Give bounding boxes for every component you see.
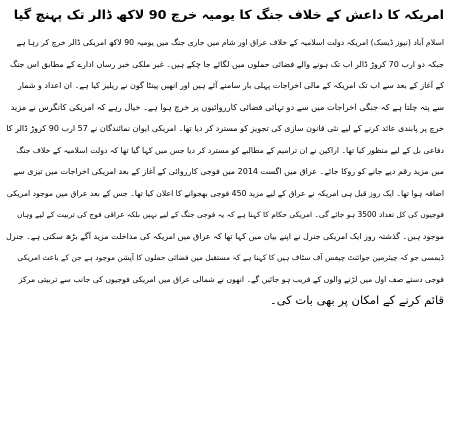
article-line: دفاعی بل کے لیے منظور کیا تھا۔ اراکین نے ان ترامیم کے مطالبے کو مسترد کر دیا جس میں کہا گیا تھا کہ دولت اسلامیہ کے خلاف جنگ [16,145,444,155]
article-line: اضافہ ہوا تھا۔ ایک روز قبل ہی امریکہ نے عراق کے لیے مزید 450 فوجی بھجوانے کا اعلان کیا تھا۔ جس کے بعد عراق میں موجود امریکی [6,188,444,198]
article-line: کے آغاز کے بعد سے اب تک امریکہ کے مالی اخراجات پہلی بار سامنے آئے ہیں اور انھیں پینٹا گون نے ریلیز کیا ہے۔ ان اعداد و شمار [17,81,444,90]
article-line: قائم کرنے کے امکان پر بھی بات کی۔ [269,293,444,307]
article-line: خرچ پر پابندی عائد کرنے کے لیے نئی قانون سازی کی تجویز کو مسترد کر دیا تھا۔ امریکی ایوان نمائندگان نے 57 ارب 90 کروڑ ڈالر کا [6,124,444,133]
article-body [6,32,444,312]
article-line: اسلام آباد (نیوز ڈیسک) امریکہ دولت اسلامیہ کے خلاف عراق اور شام میں جاری جنگ میں یومیہ 90 لاکھ امریکی ڈالر خرچ کر رہا ہے [16,38,444,47]
article-line: ڈیمسی جو کہ چیئرمین جوائنٹ چیفس آف سٹاف ہیں کا کہنا ہے کہ مستقبل میں فضائی حملوں کا آپشن موجود ہے جن کے باعث امریکی [17,253,444,262]
article-line: جبکہ دو ارب 70 کروڑ ڈالر اب تک ہونے والے فضائی حملوں میں لگائے جا چکے ہیں۔ غیر ملکی خبر رساں ادارے کے مطابق اس جنگ [9,59,444,69]
article-line: فوجیوں کی کل تعداد 3500 ہو جائے گی۔ امریکی حکام کا کہنا ہے کہ یہ فوجی جنگ کے لیے نہیں بلکہ عراقی فوج کی تربیت کے لیے وہاں [16,210,444,219]
article-line: میں مزید رقم دیے جانے کو روکا جائے۔ عراق میں اگست 2014 میں فوجی کارروائی کے آغاز کے بعد امریکی اخراجات میں تیزی سے [13,167,444,176]
article-line: سے پتہ چلتا ہے کہ جنگی اخراجات میں سے دو تہائی فضائی کارروائیوں پر خرچ ہوا ہے۔ خیال رہے کہ امریکی کانگرس نے مزید [10,101,444,112]
article-headline: امریکہ کا داعش کے خلاف جنگ کا یومیہ خرچ 90 لاکھ ڈالر تک پہنچ گیا [13,8,444,23]
article-line: فوجی دستے صف اول میں لڑنے والوں کے قریب ہو جائیں گے۔ انھوں نے شمالی عراق میں امریکی فوجیوں کی جانب سے تربیتی مرکز [18,274,444,284]
article-line: موجود ہیں۔ گذشتہ روز ایک امریکی جنرل نے اپنے بیان میں کہا تھا کہ عراق میں امریکہ کی مداخلت مزید آگے بڑھ سکتی ہے۔ جنرل [6,231,444,241]
article [6,4,444,434]
